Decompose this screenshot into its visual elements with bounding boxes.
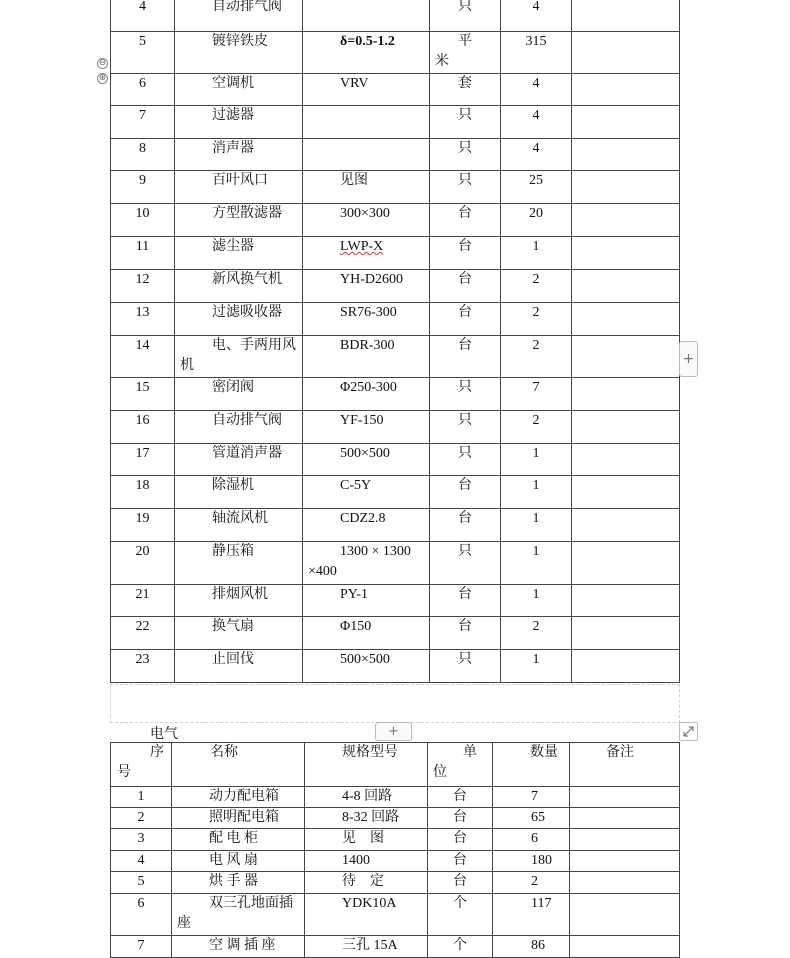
cell-spec-text: Φ250-300 (340, 380, 397, 395)
cell-name[interactable] (175, 336, 303, 378)
cell-remark[interactable] (570, 787, 680, 808)
cell-qty[interactable] (493, 808, 570, 829)
cell-spec-text: 8-32 回路 (342, 810, 400, 825)
cell-qty[interactable] (493, 936, 570, 958)
cell-spec-text: 1300 × 1300 (340, 544, 411, 559)
insert-row-icon[interactable]: ⊕ (98, 73, 107, 83)
header-unit: 单 位 (428, 743, 493, 787)
cell-spec-text: LWP-X (340, 239, 384, 254)
cell-name-wrap: 座 (177, 916, 191, 931)
cell-no[interactable]: 1 (111, 787, 172, 808)
cell-qty[interactable]: 1 (501, 444, 572, 476)
cell-qty[interactable] (493, 894, 570, 936)
cell-qty[interactable]: 20 (501, 204, 572, 237)
cell-no[interactable]: 14 (111, 336, 175, 378)
cell-spec[interactable] (305, 872, 428, 894)
cell-qty[interactable]: 1 (501, 650, 572, 683)
cell-remark[interactable] (570, 936, 680, 958)
cell-qty[interactable]: 25 (501, 171, 572, 204)
cell-name-text: 配 电 柜 (209, 831, 258, 846)
cell-unit[interactable] (430, 32, 501, 74)
cell-spec-text: PY-1 (340, 587, 369, 602)
cell-unit-text: 台 (458, 239, 472, 254)
cell-remark[interactable] (572, 270, 680, 303)
cell-name[interactable] (175, 411, 303, 444)
cell-no[interactable]: 23 (111, 650, 175, 683)
cell-name-text: 烘 手 器 (209, 874, 258, 889)
cell-name[interactable] (175, 237, 303, 270)
cell-name[interactable] (175, 378, 303, 411)
cell-no[interactable]: 6 (111, 894, 172, 936)
cell-name-text: 空 调 插 座 (209, 938, 276, 953)
electrical-equipment-table (110, 742, 680, 958)
cell-remark[interactable] (572, 509, 680, 542)
cell-qty-text: 65 (531, 810, 545, 825)
header-remark: 备注 (570, 743, 680, 787)
table-row (111, 106, 680, 139)
cell-no[interactable]: 4 (111, 851, 172, 872)
cell-remark[interactable] (572, 476, 680, 509)
cell-unit-text: 只 (458, 446, 472, 461)
cell-spec-text: 三孔 15A (342, 938, 398, 953)
collapse-row-icon[interactable]: ⊖ (98, 58, 107, 68)
cell-name-text: 密闭阀 (212, 380, 254, 395)
cell-no[interactable]: 5 (111, 32, 175, 74)
cell-qty-text: 2 (531, 874, 538, 889)
table-row (111, 851, 680, 872)
cell-no[interactable]: 6 (111, 74, 175, 106)
cell-spec-text: YDK10A (342, 896, 397, 911)
cell-name-wrap: 机 (180, 358, 194, 373)
cell-unit-text: 只 (458, 544, 472, 559)
cell-unit[interactable]: 台 (428, 851, 493, 872)
cell-remark[interactable] (572, 336, 680, 378)
cell-name-text: 换气扇 (212, 619, 254, 634)
cell-remark[interactable] (572, 0, 680, 32)
cell-spec-text: δ=0.5-1.2 (340, 34, 395, 49)
cell-name-text: 百叶风口 (212, 173, 268, 188)
cell-qty[interactable]: 2 (501, 336, 572, 378)
cell-unit[interactable] (430, 171, 501, 204)
table-row (111, 171, 680, 204)
cell-name[interactable] (175, 444, 303, 476)
cell-spec-text: 1400 (342, 853, 370, 868)
cell-qty[interactable] (493, 872, 570, 894)
cell-name[interactable] (175, 270, 303, 303)
table-row (111, 139, 680, 171)
cell-unit[interactable] (430, 106, 501, 139)
cell-unit[interactable] (430, 336, 501, 378)
cell-no[interactable]: 11 (111, 237, 175, 270)
cell-name-text: 空调机 (212, 76, 254, 91)
cell-remark[interactable] (572, 542, 680, 585)
cell-spec-text: CDZ2.8 (340, 511, 386, 526)
cell-spec[interactable] (303, 237, 430, 270)
cell-unit[interactable] (430, 378, 501, 411)
add-row-button[interactable]: + (375, 722, 412, 741)
cell-no[interactable]: 12 (111, 270, 175, 303)
cell-name[interactable] (175, 650, 303, 683)
cell-spec-text: 见 图 (342, 831, 384, 846)
header-name: 名称 (172, 743, 305, 787)
cell-unit[interactable] (430, 204, 501, 237)
cell-unit-wrap: 米 (435, 54, 449, 69)
cell-qty[interactable]: 7 (501, 378, 572, 411)
cell-name[interactable] (172, 808, 305, 829)
cell-spec-text: Φ150 (340, 619, 372, 634)
cell-spec[interactable] (303, 204, 430, 237)
cell-remark[interactable] (572, 171, 680, 204)
header-qty: 数量 (493, 743, 570, 787)
cell-spec[interactable] (303, 270, 430, 303)
table-row (111, 585, 680, 617)
cell-remark[interactable] (572, 204, 680, 237)
cell-remark[interactable] (572, 139, 680, 171)
cell-spec-text: 见图 (340, 173, 368, 188)
cell-unit[interactable] (430, 237, 501, 270)
cell-name[interactable] (172, 894, 305, 936)
cell-name[interactable] (175, 171, 303, 204)
cell-qty[interactable]: 1 (501, 542, 572, 585)
table-row (111, 411, 680, 444)
cell-spec[interactable] (303, 650, 430, 683)
cell-name[interactable] (175, 542, 303, 585)
cell-no[interactable]: 7 (111, 936, 172, 958)
cell-remark[interactable] (572, 74, 680, 106)
cell-spec[interactable] (303, 139, 430, 171)
cell-qty[interactable]: 2 (501, 411, 572, 444)
cell-remark[interactable] (572, 237, 680, 270)
cell-unit-text: 只 (458, 108, 472, 123)
cell-name[interactable] (175, 0, 303, 32)
cell-spec[interactable] (303, 585, 430, 617)
cell-qty[interactable]: 1 (501, 509, 572, 542)
cell-spec[interactable] (303, 617, 430, 650)
table-row (111, 444, 680, 476)
cell-name-text: 静压箱 (212, 544, 254, 559)
cell-qty[interactable]: 1 (501, 476, 572, 509)
cell-unit[interactable]: 台 (428, 829, 493, 851)
cell-name[interactable] (175, 303, 303, 336)
cell-spec[interactable] (305, 829, 428, 851)
cell-unit[interactable]: 台 (428, 872, 493, 894)
cell-unit[interactable] (430, 585, 501, 617)
cell-spec[interactable] (303, 0, 430, 32)
cell-name-text: 排烟风机 (212, 587, 268, 602)
cell-name[interactable] (172, 787, 305, 808)
cell-remark[interactable] (572, 585, 680, 617)
cell-name-text: 滤尘器 (212, 239, 254, 254)
expand-arrows-icon (680, 723, 697, 740)
cell-remark[interactable] (572, 617, 680, 650)
cell-qty[interactable] (493, 787, 570, 808)
table-header-row (111, 743, 680, 787)
cell-unit-text: 台 (458, 305, 472, 320)
cell-name[interactable] (175, 476, 303, 509)
cell-spec-text: VRV (340, 76, 369, 91)
cell-unit[interactable]: 个 (428, 894, 493, 936)
add-column-button[interactable]: + (679, 341, 698, 377)
cell-unit-text: 只 (458, 652, 472, 667)
cell-spec[interactable] (303, 444, 430, 476)
cell-unit[interactable] (430, 542, 501, 585)
cell-spec-text: YH-D2600 (340, 272, 403, 287)
cell-name[interactable] (175, 509, 303, 542)
cell-name-text: 过滤吸收器 (212, 305, 282, 320)
cell-unit-text: 台 (458, 478, 472, 493)
cell-unit-text: 只 (458, 141, 472, 156)
cell-spec-text: YF-150 (340, 413, 384, 428)
cell-name[interactable] (172, 936, 305, 958)
cell-remark[interactable] (572, 444, 680, 476)
table-row (111, 936, 680, 958)
cell-spec[interactable] (303, 378, 430, 411)
cell-spec-text: 500×500 (340, 446, 390, 461)
cell-unit-text: 台 (458, 338, 472, 353)
cell-unit[interactable] (430, 139, 501, 171)
table-row (111, 270, 680, 303)
cell-no[interactable]: 21 (111, 585, 175, 617)
cell-no[interactable]: 2 (111, 808, 172, 829)
table-row (111, 787, 680, 808)
cell-name-text: 方型散滤器 (212, 206, 282, 221)
cell-unit[interactable] (430, 74, 501, 106)
cell-name-text: 轴流风机 (212, 511, 268, 526)
hvac-equipment-table (110, 0, 680, 683)
cell-name[interactable] (172, 829, 305, 851)
cell-spec[interactable] (305, 894, 428, 936)
cell-no[interactable]: 9 (111, 171, 175, 204)
cell-name-text: 自动排气阀 (212, 413, 282, 428)
cell-name[interactable] (175, 139, 303, 171)
cell-remark[interactable] (570, 829, 680, 851)
header-no: 序 号 (111, 743, 172, 787)
cell-name-text: 过滤器 (212, 108, 254, 123)
table-row (111, 894, 680, 936)
cell-name-text: 除湿机 (212, 478, 254, 493)
cell-remark[interactable] (572, 303, 680, 336)
header-spec: 规格型号 (305, 743, 428, 787)
cell-qty-text: 7 (531, 789, 538, 804)
cell-no[interactable]: 16 (111, 411, 175, 444)
table-row (111, 303, 680, 336)
cell-no[interactable]: 17 (111, 444, 175, 476)
cell-unit[interactable] (430, 270, 501, 303)
cell-remark[interactable] (572, 650, 680, 683)
cell-name-text: 镀锌铁皮 (212, 34, 268, 49)
cell-unit[interactable] (430, 444, 501, 476)
table-row (111, 237, 680, 270)
cell-spec[interactable] (303, 74, 430, 106)
cell-unit[interactable]: 台 (428, 808, 493, 829)
cell-spec-text: 500×500 (340, 652, 390, 667)
table-row (111, 650, 680, 683)
cell-name[interactable] (175, 617, 303, 650)
resize-handle-icon[interactable] (679, 722, 698, 741)
cell-unit[interactable] (430, 476, 501, 509)
cell-name-text: 止回伐 (212, 652, 254, 667)
cell-name[interactable] (175, 585, 303, 617)
cell-spec-text: C-5Y (340, 478, 372, 493)
cell-unit[interactable] (430, 617, 501, 650)
cell-name-text: 新风换气机 (212, 272, 282, 287)
table-row (111, 872, 680, 894)
cell-qty[interactable] (493, 851, 570, 872)
section-label-electrical: 电气 (150, 727, 178, 742)
cell-name[interactable] (175, 74, 303, 106)
cell-unit[interactable] (430, 509, 501, 542)
table-row (111, 617, 680, 650)
cell-qty[interactable]: 315 (501, 32, 572, 74)
table-row (111, 829, 680, 851)
cell-name[interactable] (175, 106, 303, 139)
cell-no[interactable]: 10 (111, 204, 175, 237)
cell-spec[interactable] (305, 851, 428, 872)
cell-qty[interactable]: 4 (501, 106, 572, 139)
cell-spec[interactable] (303, 303, 430, 336)
cell-name[interactable] (172, 851, 305, 872)
cell-unit[interactable] (430, 303, 501, 336)
cell-unit-text: 只 (458, 380, 472, 395)
cell-spec[interactable] (303, 32, 430, 74)
cell-qty[interactable]: 4 (501, 139, 572, 171)
cell-unit[interactable]: 个 (428, 936, 493, 958)
cell-no[interactable]: 22 (111, 617, 175, 650)
cell-remark[interactable] (572, 106, 680, 139)
cell-spec[interactable] (303, 509, 430, 542)
cell-spec-text: 待 定 (342, 874, 384, 889)
table-gap-area (110, 684, 680, 723)
cell-unit-text: 只 (458, 173, 472, 188)
cell-name[interactable] (172, 872, 305, 894)
cell-unit[interactable] (430, 0, 501, 32)
cell-spec[interactable] (305, 787, 428, 808)
cell-name-text: 消声器 (212, 141, 254, 156)
cell-name-text: 管道消声器 (212, 446, 282, 461)
table-row (111, 509, 680, 542)
cell-unit[interactable] (430, 650, 501, 683)
cell-remark[interactable] (570, 872, 680, 894)
cell-no[interactable]: 5 (111, 872, 172, 894)
cell-spec[interactable] (303, 336, 430, 378)
table-row (111, 476, 680, 509)
cell-unit-text: 只 (458, 413, 472, 428)
cell-qty[interactable]: 2 (501, 617, 572, 650)
cell-unit-text: 台 (458, 206, 472, 221)
table-row (111, 204, 680, 237)
cell-spec-text: 4-8 回路 (342, 789, 393, 804)
cell-qty[interactable]: 4 (501, 0, 572, 32)
table-row (111, 542, 680, 585)
cell-unit[interactable] (430, 411, 501, 444)
cell-unit-text: 平 (458, 34, 472, 49)
table-row (111, 378, 680, 411)
cell-remark[interactable] (570, 894, 680, 936)
cell-no[interactable]: 19 (111, 509, 175, 542)
cell-unit-text: 台 (458, 587, 472, 602)
cell-spec[interactable] (305, 936, 428, 958)
cell-name[interactable] (175, 204, 303, 237)
cell-name-text: 电 风 扇 (209, 853, 258, 868)
cell-remark[interactable] (572, 32, 680, 74)
cell-no[interactable]: 7 (111, 106, 175, 139)
cell-spec[interactable] (303, 171, 430, 204)
cell-remark[interactable] (572, 378, 680, 411)
cell-name-text: 双三孔地面插 (209, 896, 293, 911)
cell-remark[interactable] (570, 851, 680, 872)
cell-no[interactable]: 8 (111, 139, 175, 171)
cell-qty-text: 6 (531, 831, 538, 846)
cell-spec-wrap: ×400 (308, 564, 337, 579)
cell-name[interactable] (175, 32, 303, 74)
cell-unit-text: 台 (458, 511, 472, 526)
cell-remark[interactable] (572, 411, 680, 444)
table-row (111, 0, 680, 32)
table-row (111, 32, 680, 74)
cell-qty[interactable]: 2 (501, 270, 572, 303)
cell-qty[interactable]: 1 (501, 585, 572, 617)
table-row (111, 336, 680, 378)
cell-no[interactable]: 4 (111, 0, 175, 32)
cell-spec[interactable] (303, 476, 430, 509)
cell-spec-text: SR76-300 (340, 305, 397, 320)
cell-qty-text: 86 (531, 938, 545, 953)
cell-unit-text: 套 (458, 76, 472, 91)
cell-qty[interactable] (493, 829, 570, 851)
cell-name-text: 电、手两用风 (212, 338, 296, 353)
cell-spec[interactable] (303, 411, 430, 444)
cell-spec[interactable] (305, 808, 428, 829)
cell-name-text: 动力配电箱 (209, 789, 279, 804)
cell-no[interactable]: 15 (111, 378, 175, 411)
cell-remark[interactable] (570, 808, 680, 829)
cell-qty-text: 180 (531, 853, 552, 868)
cell-qty[interactable]: 1 (501, 237, 572, 270)
cell-qty-text: 117 (531, 896, 552, 911)
cell-spec-text: 300×300 (340, 206, 390, 221)
cell-spec[interactable] (303, 106, 430, 139)
cell-unit-text: 台 (458, 619, 472, 634)
cell-name-text: 照明配电箱 (209, 810, 279, 825)
cell-no[interactable]: 18 (111, 476, 175, 509)
cell-unit-text: 只 (458, 0, 472, 14)
cell-qty[interactable]: 4 (501, 74, 572, 106)
table-row (111, 808, 680, 829)
cell-unit-text: 台 (458, 272, 472, 287)
cell-unit[interactable]: 台 (428, 787, 493, 808)
cell-qty[interactable]: 2 (501, 303, 572, 336)
cell-no[interactable]: 20 (111, 542, 175, 585)
cell-no[interactable]: 3 (111, 829, 172, 851)
cell-name-text: 自动排气阀 (212, 0, 282, 14)
cell-spec[interactable] (303, 542, 430, 585)
cell-no[interactable]: 13 (111, 303, 175, 336)
cell-spec-text: BDR-300 (340, 338, 395, 353)
table-row (111, 74, 680, 106)
